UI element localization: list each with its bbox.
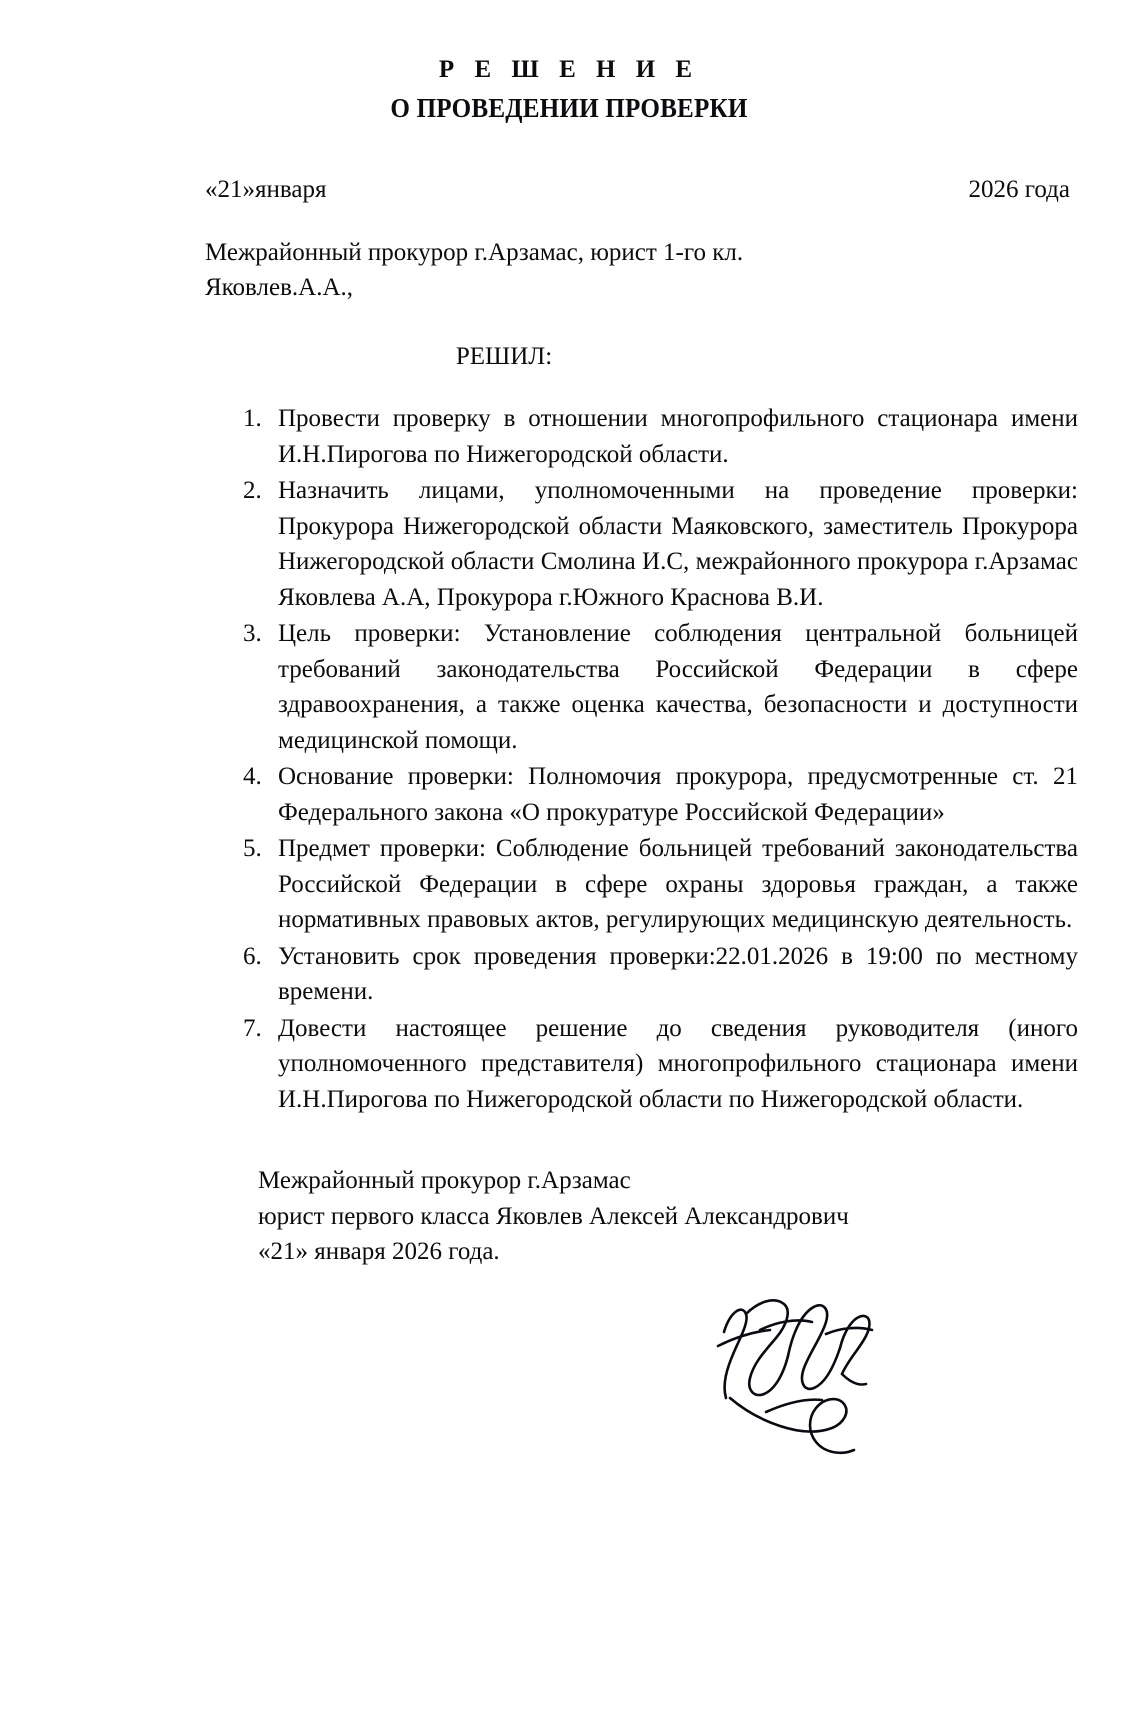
title-line-subject: О ПРОВЕДЕНИИ ПРОВЕРКИ	[390, 92, 748, 123]
list-item-text: 6. Установить срок проведения проверки:22.01.2026 в 19:00 по местному времени.	[278, 942, 1078, 1006]
list-item-text: 7. Довести настоящее решение до сведения руководителя (иного уполномоченного представителя) многопрофильного стационара имени И.Н.Пирогова по Нижегородской области по Нижегородской области.	[278, 1014, 1078, 1113]
date-day-month: «21»января	[205, 176, 327, 204]
list-item-text: 5. Предмет проверки: Соблюдение больницей требований законодательства Российской Федерации в сфере охраны здоровья граждан, а также нормативных правовых актов, регулирующих медицинскую деятельность.	[278, 835, 1078, 934]
decision-items-list	[228, 401, 1078, 1117]
title-line-reshenie: Р Е Ш Е Н И Е	[438, 56, 700, 83]
handwritten-signature-area	[0, 1276, 1138, 1526]
list-item-text: 3. Цель проверки: Установление соблюдения центральной больницей требований законодательства Российской Федерации в сфере здравоохранения, а также оценка качества, безопасности и доступности медицинской помощи.	[278, 620, 1078, 754]
intro-line-2: Яковлев.А.А.,	[205, 273, 354, 301]
signature-block	[258, 1163, 1078, 1270]
list-item	[268, 473, 1078, 615]
list-item-text: 1. Провести проверку в отношении многопрофильного стационара имени И.Н.Пирогова по Нижегородской области.	[278, 405, 1078, 468]
list-item	[268, 831, 1078, 938]
resolved-label: РЕШИЛ:	[455, 343, 553, 371]
document-title	[0, 0, 1138, 124]
signature-date: «21» января 2026 года.	[258, 1238, 500, 1266]
date-row	[205, 176, 1078, 204]
list-item-text: 4. Основание проверки: Полномочия прокурора, предусмотренные ст. 21 Федерального закона «О прокуратуре Российской Федерации»	[278, 763, 1078, 826]
signatory-name: юрист первого класса Яковлев Алексей Александрович	[258, 1202, 849, 1230]
list-item-text: 2. Назначить лицами, уполномоченными на проведение проверки: Прокурора Нижегородской области Маяковского, заместитель Прокурора Нижегородской области Смолина И.С, межрайонного прокурора г.Арзамас Яковлева А.А, Прокурора г.Южного Краснова В.И.	[278, 477, 1078, 611]
list-item	[268, 1011, 1078, 1118]
list-item	[268, 401, 1078, 472]
intro-paragraph	[205, 236, 1078, 305]
date-year: 2026 года	[968, 176, 1070, 204]
list-item	[268, 616, 1078, 758]
list-item	[268, 939, 1078, 1010]
list-item	[268, 759, 1078, 830]
signatory-position: Межрайонный прокурор г.Арзамас	[258, 1167, 631, 1195]
intro-line-1: Межрайонный прокурор г.Арзамас, юрист 1-го кл.	[205, 239, 744, 267]
handwritten-signature-icon	[700, 1286, 900, 1486]
